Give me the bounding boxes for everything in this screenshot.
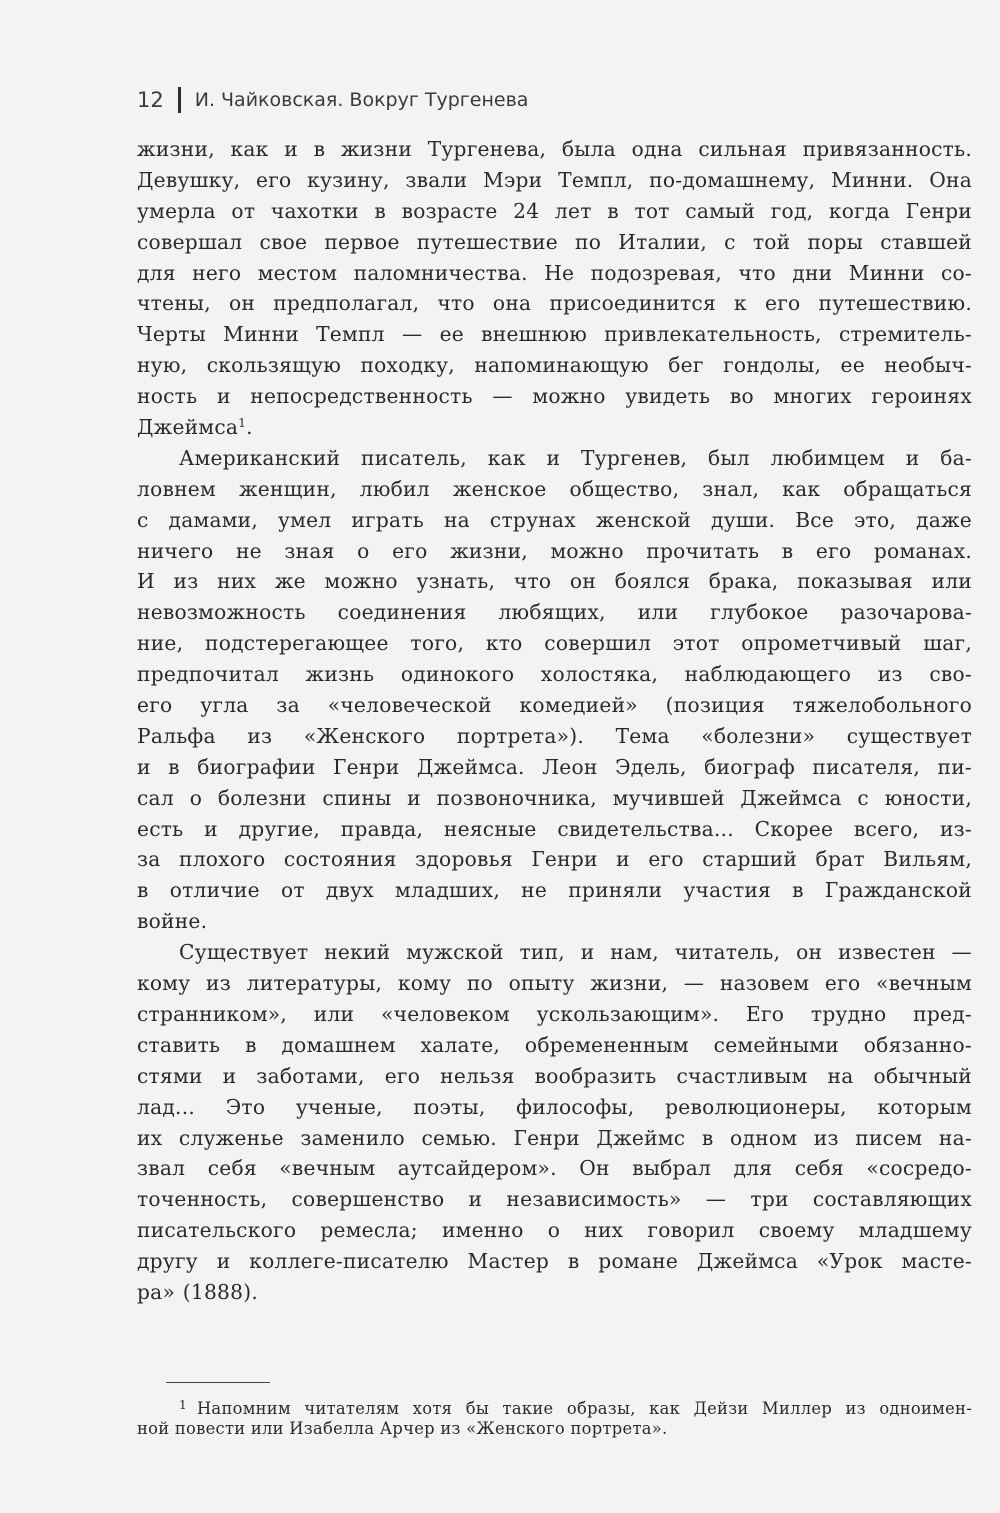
- footnote-mark: 1: [179, 1398, 187, 1412]
- text-line: стями и заботами, его нельзя вообразить счастливым на обычный: [137, 1063, 972, 1088]
- text-line: жизни, как и в жизни Тургенева, была одна сильная привязанность.: [137, 137, 972, 161]
- text-line: Ральфа из «Женского портрета»). Тема «болезни» существует: [137, 723, 972, 748]
- text-line: Черты Минни Темпл — ее внешнюю привлекательность, стремитель-: [137, 322, 972, 347]
- text-line: лад... Это ученые, поэты, философы, революционеры, которым: [137, 1094, 972, 1119]
- text-line: Существует некий мужской тип, и нам, читатель, он известен —: [179, 940, 972, 965]
- text-line: Девушку, его кузину, звали Мэри Темпл, по-домашнему, Минни. Она: [137, 167, 972, 192]
- text-line: ничего не зная о его жизни, можно прочитать в его романах.: [137, 538, 972, 563]
- text-line: и в биографии Генри Джеймса. Леон Эдель, биограф писателя, пи-: [137, 754, 972, 779]
- text-line: ность и непосредственность — можно увидеть во многих героинях: [137, 384, 972, 409]
- text-line: ставить в домашнем халате, обремененным семейными обязанно-: [137, 1032, 972, 1057]
- text-line: в отличие от двух младших, не приняли участия в Гражданской: [137, 878, 972, 903]
- text-line: другу и коллеге-писателю Мастер в романе Джеймса «Урок масте-: [137, 1249, 972, 1274]
- paragraph: [137, 443, 972, 937]
- text-line: совершал свое первое путешествие по Италии, с той поры ставшей: [137, 229, 972, 254]
- footnote-text: Напомним читателям хотя бы такие образы, как Дейзи Миллер из одноимен-: [196, 1399, 972, 1418]
- text-line: с дамами, умел играть на струнах женской души. Все это, даже: [137, 507, 972, 532]
- text-line: звал себя «вечным аутсайдером». Он выбрал для себя «сосредо-: [137, 1156, 972, 1181]
- footnote-rule: [166, 1382, 270, 1383]
- running-head: [137, 84, 528, 116]
- text-line: его угла за «человеческой комедией» (позиция тяжелобольного: [137, 693, 972, 718]
- text-line: странником», или «человеком ускользающим». Его трудно пред-: [137, 1001, 972, 1026]
- text-line: чтены, он предполагал, что она присоединится к его путешествию.: [137, 291, 972, 316]
- text-line: точенность, совершенство и независимость» — три составляющих: [137, 1187, 972, 1212]
- text-line: сал о болезни спины и позвоночника, мучившей Джеймса с юности,: [137, 785, 972, 810]
- text-line: Американский писатель, как и Тургенев, был любимцем и ба-: [179, 445, 972, 470]
- text-line: их служенье заменило семью. Генри Джеймс в одном из писем на-: [137, 1125, 972, 1150]
- paragraph: [137, 937, 972, 1308]
- text-line: невозможность соединения любящих, или глубокое разочарова-: [137, 600, 972, 625]
- footnote-line: [137, 1393, 972, 1417]
- footnote: [137, 1393, 972, 1441]
- footnote-line: ной повести или Изабелла Арчер из «Женского портрета».: [137, 1419, 668, 1438]
- text-line: [137, 412, 972, 443]
- text-line: ние, подстерегающее того, кто совершил этот опрометчивый шаг,: [137, 631, 972, 656]
- body-text: [137, 134, 972, 1308]
- text-line: войне.: [137, 909, 208, 934]
- text-line: ную, скользящую походку, напоминающую бег гондолы, ее необыч-: [137, 353, 972, 378]
- text-line: умерла от чахотки в возрасте 24 лет в тот самый год, когда Генри: [137, 198, 972, 223]
- text-fragment: Джеймса: [137, 415, 239, 440]
- text-line: И из них же можно узнать, что он боялся брака, показывая или: [137, 569, 972, 594]
- paragraph: [137, 134, 972, 443]
- text-line: для него местом паломничества. Не подозревая, что дни Минни со-: [137, 260, 972, 285]
- text-line: ловнем женщин, любил женское общество, знал, как обращаться: [137, 476, 972, 501]
- footnote-reference[interactable]: 1: [238, 416, 247, 431]
- text-line: предпочитал жизнь одинокого холостяка, наблюдающего из сво-: [137, 662, 972, 687]
- text-line: есть и другие, правда, неясные свидетельства... Скорее всего, из-: [137, 816, 972, 841]
- page-number: 12: [137, 88, 164, 112]
- running-title: И. Чайковская. Вокруг Тургенева: [194, 89, 529, 111]
- text-line: ра» (1888).: [137, 1279, 259, 1304]
- text-line: кому из литературы, кому по опыту жизни, — назовем его «вечным: [137, 971, 972, 996]
- header-separator: [178, 87, 181, 113]
- text-line: писательского ремесла; именно о них говорил своему младшему: [137, 1218, 972, 1243]
- text-line: за плохого состояния здоровья Генри и его старший брат Вильям,: [137, 847, 972, 872]
- text-fragment: .: [246, 415, 253, 440]
